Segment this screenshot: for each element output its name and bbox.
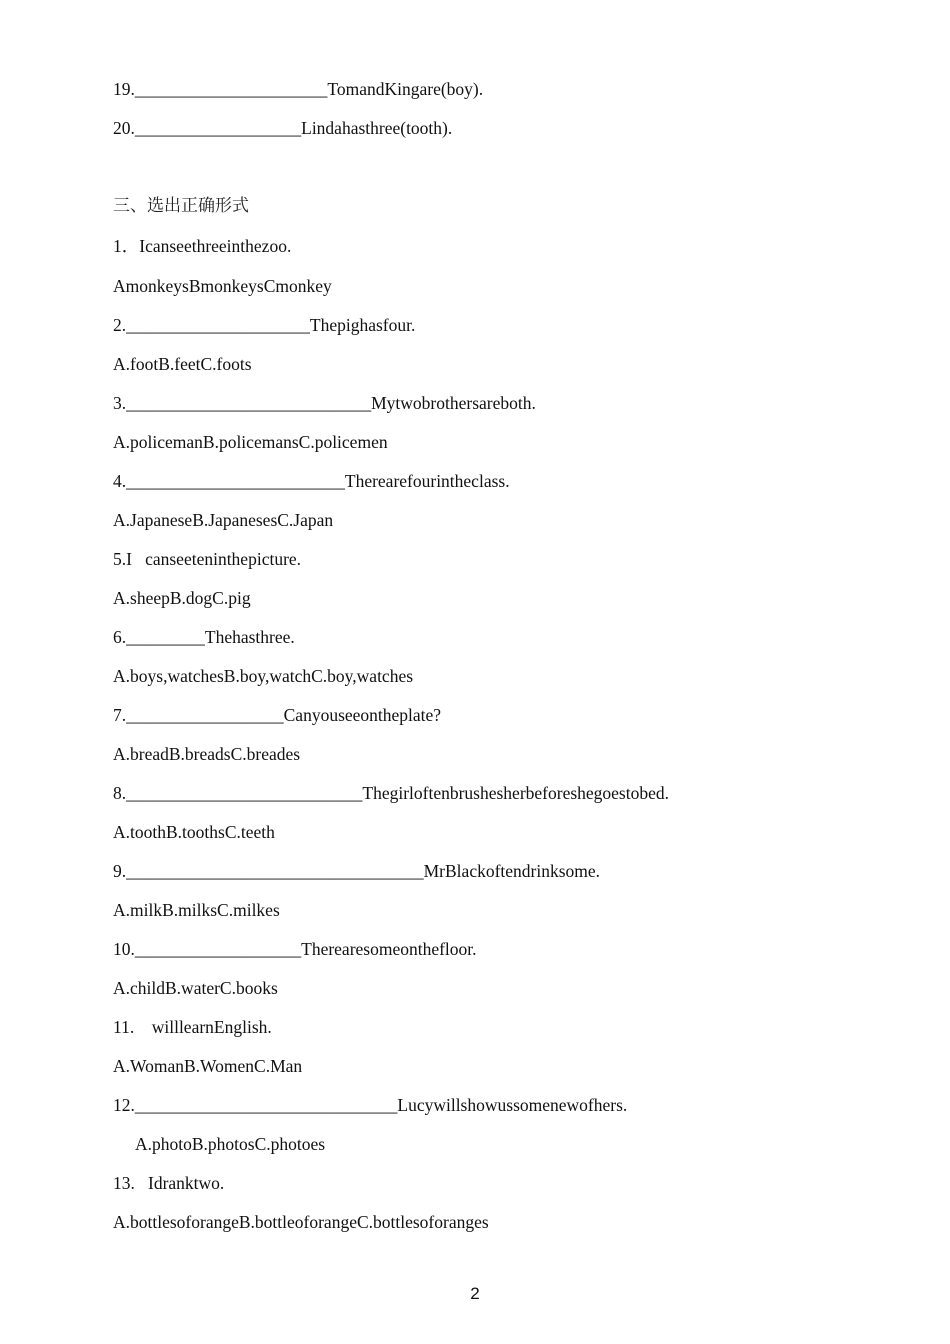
options-9: A.milkB.milksC.milkes [113, 900, 280, 920]
options-1: AmonkeysBmonkeysCmonkey [113, 276, 332, 296]
options-12: A.photoB.photosC.photoes [135, 1134, 326, 1154]
question-7: 7.__________________Canyouseeontheplate? [113, 705, 442, 725]
options-8: A.toothB.toothsC.teeth [113, 822, 275, 842]
question-2: 2._____________________Thepighasfour. [113, 315, 416, 335]
question-6: 6._________Thehasthree. [113, 627, 295, 647]
question-3: 3.____________________________Mytwobrothersareboth. [113, 393, 536, 413]
question-10: 10.___________________Therearesomeonthefloor. [113, 939, 477, 959]
options-5: A.sheepB.dogC.pig [113, 588, 251, 608]
question-8: 8.___________________________Thegirloftenbrushesherbeforeshegoestobed. [113, 783, 670, 803]
question-13: 13. Idranktwo. [113, 1173, 225, 1193]
question-4: 4._________________________Therearefourintheclass. [113, 471, 510, 491]
options-10: A.childB.waterC.books [113, 978, 278, 998]
options-3: A.policemanB.policemansC.policemen [113, 432, 388, 452]
section-heading: 三、选出正确形式 [113, 196, 249, 216]
question-19: 19.______________________TomandKingare(boy). [113, 79, 484, 99]
question-1: 1．Icanseethreeinthezoo. [113, 236, 292, 256]
options-4: A.JapaneseB.JapanesesC.Japan [113, 510, 334, 530]
options-13: A.bottlesoforangeB.bottleoforangeC.bottlesoforanges [113, 1212, 489, 1232]
question-11: 11. willlearnEnglish. [113, 1017, 272, 1037]
options-11: A.WomanB.WomenC.Man [113, 1056, 303, 1076]
question-20: 20.___________________Lindahasthree(tooth). [113, 118, 453, 138]
options-7: A.breadB.breadsC.breades [113, 744, 301, 764]
options-6: A.boys,watchesB.boy,watchC.boy,watches [113, 666, 414, 686]
page-number: 2 [470, 1284, 480, 1303]
question-12: 12.______________________________Lucywillshowussomenewofhers. [113, 1095, 628, 1115]
question-9: 9.__________________________________MrBlackoftendrinksome. [113, 861, 601, 881]
question-5: 5.I canseeteninthepicture. [113, 549, 302, 569]
options-2: A.footB.feetC.foots [113, 354, 252, 374]
